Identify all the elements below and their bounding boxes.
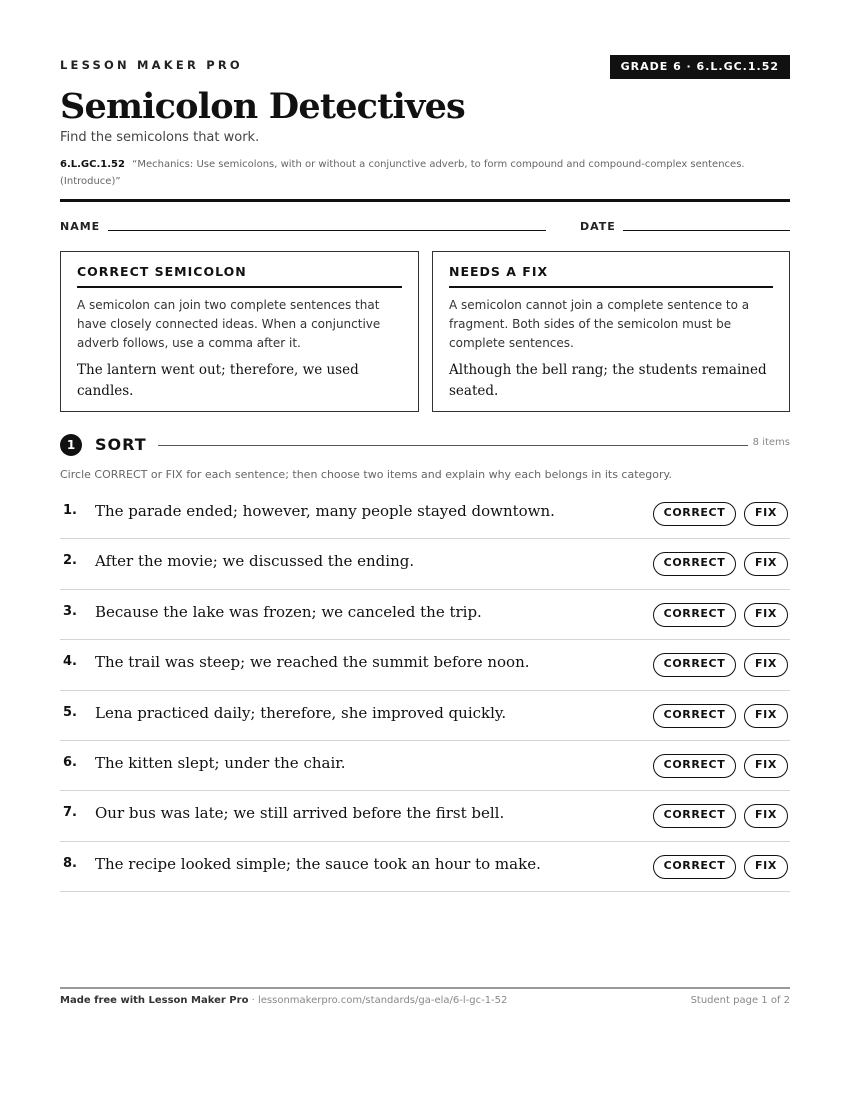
item-sentence: The recipe looked simple; the sauce took an hour to make.	[95, 854, 541, 873]
section-header	[60, 434, 790, 456]
footer-credit	[60, 995, 507, 1006]
list-item	[60, 640, 790, 690]
correct-choice-button[interactable]: CORRECT	[653, 502, 736, 526]
correct-choice-button[interactable]: CORRECT	[653, 704, 736, 728]
item-number: 1.	[63, 503, 77, 518]
item-sentence: Because the lake was frozen; we canceled the trip.	[95, 602, 482, 621]
date-field[interactable]	[623, 230, 790, 231]
correct-choice-button[interactable]: CORRECT	[653, 552, 736, 576]
fix-choice-button[interactable]: FIX	[744, 754, 788, 778]
brand-name: LESSON MAKER PRO	[60, 58, 243, 72]
item-sentence: Our bus was late; we still arrived before the first bell.	[95, 804, 505, 823]
footer-made-with: Made free with Lesson Maker Pro	[60, 995, 249, 1006]
list-item	[60, 842, 790, 892]
item-sentence: The parade ended; however, many people stayed downtown.	[95, 502, 555, 520]
page-title: Semicolon Detectives	[60, 86, 465, 127]
list-item	[60, 691, 790, 741]
list-item	[60, 590, 790, 640]
item-number: 6.	[63, 754, 77, 770]
item-sentence: After the movie; we discussed the ending.	[95, 552, 415, 571]
grade-badge: GRADE 6 · 6.L.GC.1.52	[610, 55, 790, 79]
correct-choice-button[interactable]: CORRECT	[653, 653, 736, 677]
box-title: NEEDS A FIX	[449, 264, 773, 288]
correct-choice-button[interactable]: CORRECT	[653, 855, 736, 879]
item-sentence: The trail was steep; we reached the summit before noon.	[95, 653, 530, 672]
page-subtitle: Find the semicolons that work.	[60, 130, 260, 145]
box-example: Although the bell rang; the students remained seated.	[449, 362, 767, 399]
item-number: 4.	[63, 654, 77, 670]
section-number-badge: 1	[60, 434, 82, 456]
fix-choice-button[interactable]: FIX	[744, 552, 788, 576]
correct-choice-button[interactable]: CORRECT	[653, 804, 736, 828]
list-item	[60, 741, 790, 791]
date-label: DATE	[580, 220, 616, 233]
name-field[interactable]	[108, 230, 546, 231]
box-body: A semicolon cannot join a complete sentence to a fragment. Both sides of the semicolon must be complete sentences.	[449, 298, 750, 350]
item-number: 5.	[63, 704, 77, 720]
fix-choice-button[interactable]: FIX	[744, 653, 788, 677]
fix-choice-button[interactable]: FIX	[744, 704, 788, 728]
correct-semicolon-box	[60, 251, 419, 412]
section-instructions: Circle CORRECT or FIX for each sentence; then choose two items and explain why each belongs in its category.	[60, 468, 672, 481]
item-number: 2.	[63, 553, 77, 569]
footer-url[interactable]: · lessonmakerpro.com/standards/ga-ela/6-l-gc-1-52	[248, 995, 508, 1006]
section-title: SORT	[95, 435, 147, 454]
item-number: 3.	[63, 603, 77, 619]
item-number: 7.	[63, 805, 77, 821]
correct-choice-button[interactable]: CORRECT	[653, 603, 736, 627]
item-sentence: Lena practiced daily; therefore, she improved quickly.	[95, 703, 507, 722]
item-number: 8.	[63, 855, 77, 871]
correct-choice-button[interactable]: CORRECT	[653, 754, 736, 778]
box-title: CORRECT SEMICOLON	[77, 264, 402, 288]
fix-choice-button[interactable]: FIX	[744, 804, 788, 828]
sentence-list	[60, 489, 790, 892]
section-divider	[158, 445, 748, 446]
footer-page-number: Student page 1 of 2	[690, 995, 790, 1006]
box-body: A semicolon can join two complete sentences that have closely connected ideas. When a conjunctive adverb follows, use a comma after it.	[77, 298, 381, 350]
fix-choice-button[interactable]: FIX	[744, 855, 788, 879]
box-example: The lantern went out; therefore, we used candles.	[77, 362, 359, 399]
list-item	[60, 791, 790, 841]
name-label: NAME	[60, 220, 101, 233]
fix-choice-button[interactable]: FIX	[744, 603, 788, 627]
list-item	[60, 539, 790, 589]
standard-description	[60, 156, 790, 190]
standard-code: 6.L.GC.1.52	[60, 159, 125, 170]
list-item	[60, 489, 790, 539]
standard-text: “Mechanics: Use semicolons, with or without a conjunctive adverb, to form compound and compound-complex sentences. (Introduce)”	[60, 159, 745, 187]
header-divider	[60, 199, 790, 202]
item-sentence: The kitten slept; under the chair.	[95, 753, 346, 772]
fix-choice-button[interactable]: FIX	[744, 502, 788, 526]
item-count: 8 items	[752, 437, 790, 448]
footer-divider	[60, 987, 790, 989]
needs-fix-box	[432, 251, 790, 412]
worksheet-page	[60, 0, 790, 1100]
